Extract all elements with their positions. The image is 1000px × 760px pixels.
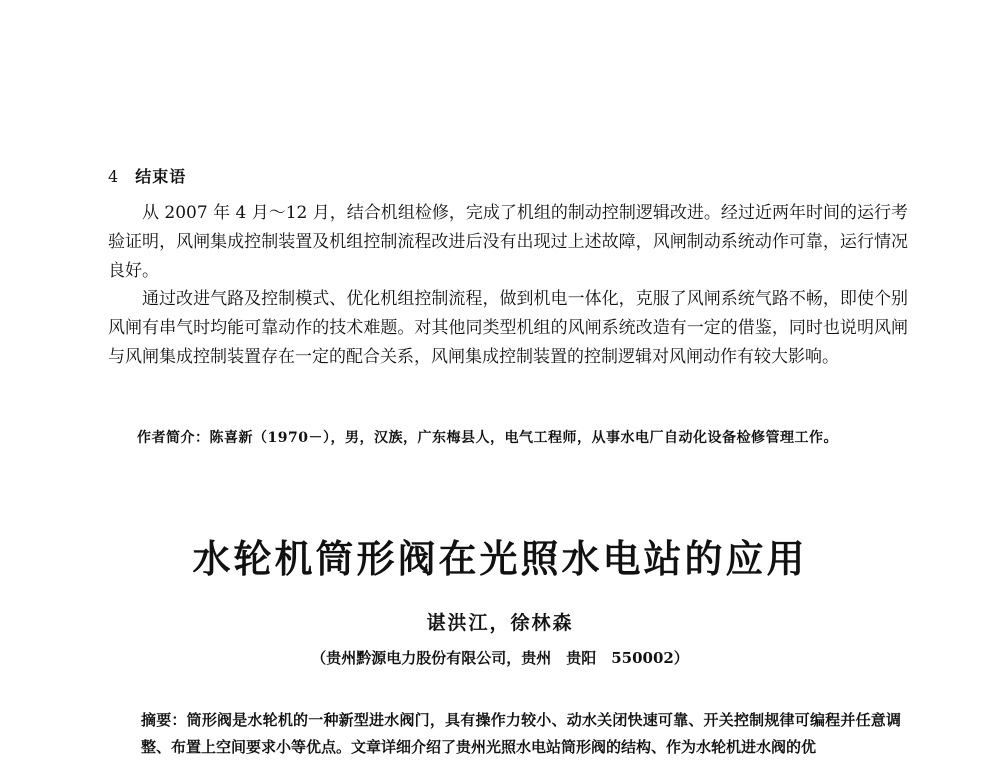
article-authors: 谌洪江，徐林森 — [426, 612, 574, 634]
article-affiliation: （贵州黔源电力股份有限公司，贵州 贵阳 550002） — [311, 649, 689, 667]
conclusion-paragraph-1: 从 2007 年 4 月～12 月，结合机组检修，完成了机组的制动控制逻辑改进。经过近两年时间的运行考验证明，风闸集成控制装置及机组控制流程改进后没有出现过上述故障，风闸制动系统动作可靠，运行情况良好。 — [108, 203, 908, 281]
article-title: 水轮机筒形阀在光照水电站的应用 — [192, 536, 808, 581]
author-biography-note: 作者简介：陈喜新（1970－），男，汉族，广东梅县人，电气工程师，从事水电厂自动化设备检修管理工作。 — [137, 430, 838, 446]
section-title: 结束语 — [135, 167, 187, 186]
article-abstract: 摘要：筒形阀是水轮机的一种新型进水阀门，具有操作力较小、动水关闭快速可靠、开关控制规律可编程并任意调 整、布置上空间要求小等优点。文章详细介绍了贵州光照水电站筒形阀的结构、作为水轮机进水阀的优 — [141, 711, 901, 756]
section-heading — [108, 164, 186, 187]
conclusion-paragraph-2: 通过改进气路及控制模式、优化机组控制流程，做到机电一体化，克服了风闸系统气路不畅，即使个别风闸有串气时均能可靠动作的技术难题。对其他同类型机组的风闸系统改造有一定的借鉴，同时也说明风闸与风闸集成控制装置存在一定的配合关系，风闸集成控制装置的控制逻辑对风闸动作有较大影响。 — [108, 289, 908, 367]
section-number: 4 — [108, 167, 120, 186]
